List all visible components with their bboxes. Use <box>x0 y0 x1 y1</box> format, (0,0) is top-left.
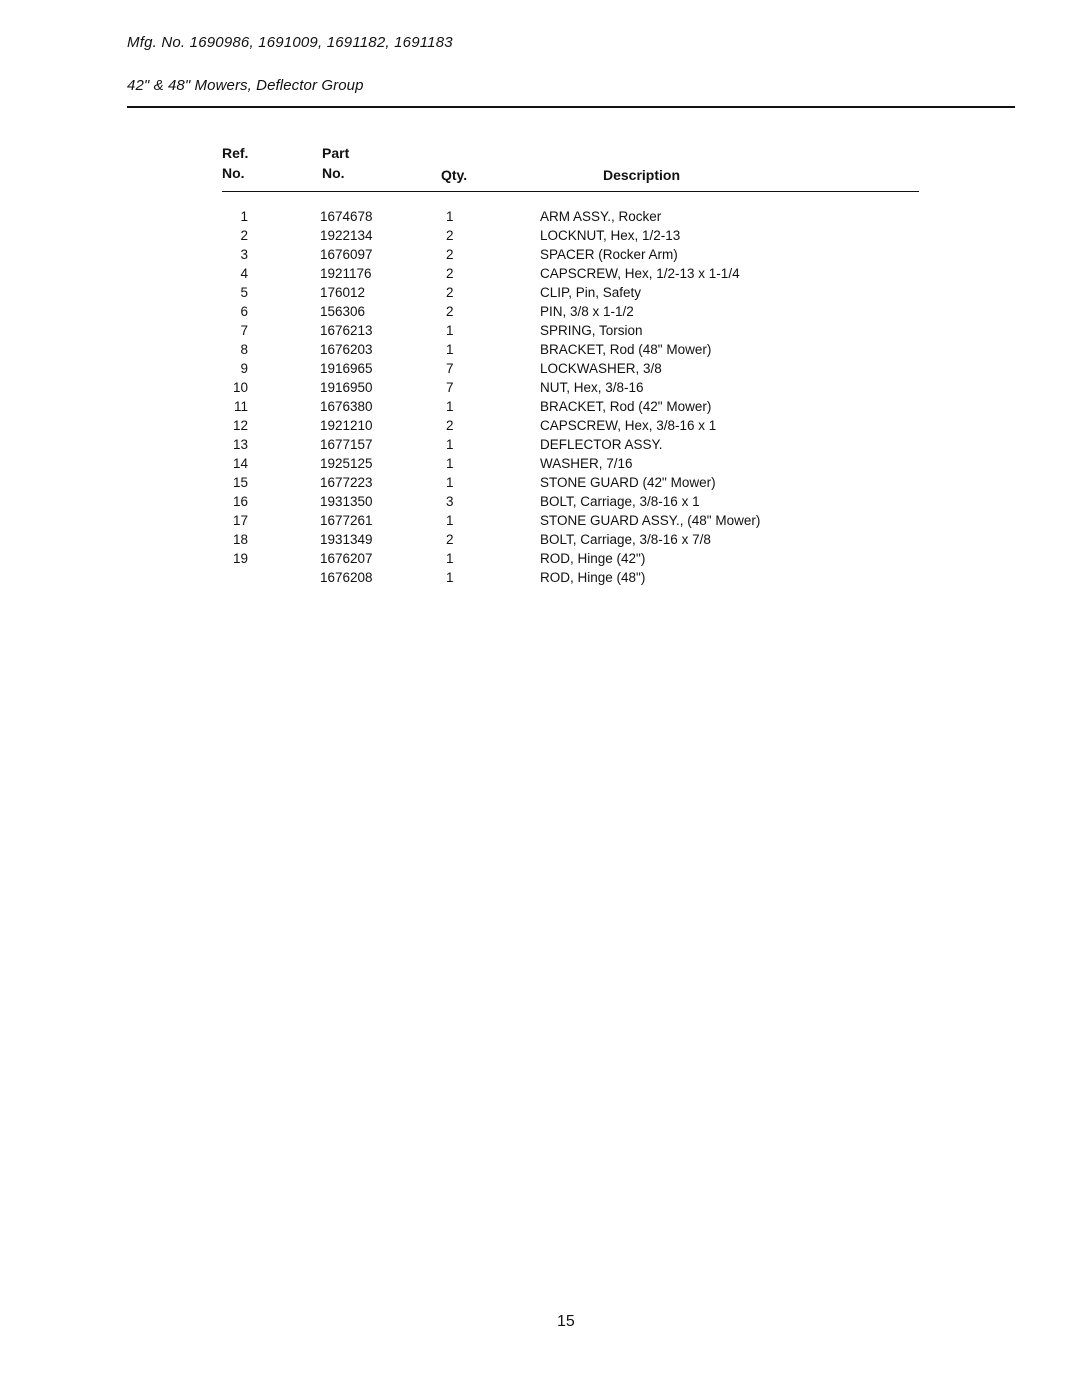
description-cell: BOLT, Carriage, 3/8-16 x 7/8 <box>540 532 711 547</box>
part-number-cell: 1931350 <box>320 494 373 509</box>
table-row <box>0 511 1080 530</box>
part-number-cell: 1916965 <box>320 361 373 376</box>
column-header-part-line2: No. <box>322 165 345 181</box>
part-number-cell: 1676213 <box>320 323 373 338</box>
quantity-cell: 1 <box>446 437 454 452</box>
quantity-cell: 1 <box>446 209 454 224</box>
ref-cell: 3 <box>240 247 248 262</box>
quantity-cell: 2 <box>446 304 454 319</box>
description-cell: DEFLECTOR ASSY. <box>540 437 663 452</box>
part-number-cell: 156306 <box>320 304 366 319</box>
quantity-cell: 1 <box>446 475 454 490</box>
description-cell: ROD, Hinge (42") <box>540 551 646 566</box>
part-number-cell: 1676208 <box>320 570 373 585</box>
description-cell: ARM ASSY., Rocker <box>540 209 662 224</box>
header-divider <box>127 106 1015 108</box>
quantity-cell: 1 <box>446 551 454 566</box>
quantity-cell: 2 <box>446 532 454 547</box>
ref-cell: 5 <box>240 285 248 300</box>
part-number-cell: 1674678 <box>320 209 373 224</box>
ref-cell: 9 <box>240 361 248 376</box>
table-row <box>0 264 1080 283</box>
part-number-cell: 1921210 <box>320 418 373 433</box>
part-number-cell: 1677261 <box>320 513 373 528</box>
table-row <box>0 416 1080 435</box>
description-cell: SPACER (Rocker Arm) <box>540 247 678 262</box>
table-header-divider <box>222 191 919 192</box>
ref-cell: 10 <box>232 380 248 395</box>
part-number-cell: 1676380 <box>320 399 373 414</box>
quantity-cell: 3 <box>446 494 454 509</box>
ref-cell: 14 <box>232 456 248 471</box>
table-row <box>0 302 1080 321</box>
description-cell: BOLT, Carriage, 3/8-16 x 1 <box>540 494 700 509</box>
column-header-ref-line2: No. <box>222 165 245 181</box>
ref-cell: 6 <box>240 304 248 319</box>
description-cell: ROD, Hinge (48") <box>540 570 646 585</box>
description-cell: BRACKET, Rod (48" Mower) <box>540 342 712 357</box>
quantity-cell: 1 <box>446 323 454 338</box>
quantity-cell: 1 <box>446 570 454 585</box>
section-title: 42" & 48" Mowers, Deflector Group <box>127 77 364 94</box>
quantity-cell: 7 <box>446 361 454 376</box>
description-cell: PIN, 3/8 x 1-1/2 <box>540 304 634 319</box>
table-row <box>0 549 1080 568</box>
description-cell: LOCKNUT, Hex, 1/2-13 <box>540 228 681 243</box>
table-row <box>0 321 1080 340</box>
quantity-cell: 7 <box>446 380 454 395</box>
ref-cell: 19 <box>232 551 248 566</box>
description-cell: STONE GUARD ASSY., (48" Mower) <box>540 513 761 528</box>
description-cell: CAPSCREW, Hex, 3/8-16 x 1 <box>540 418 717 433</box>
table-row <box>0 283 1080 302</box>
part-number-cell: 1916950 <box>320 380 373 395</box>
manufacturer-numbers: Mfg. No. 1690986, 1691009, 1691182, 1691183 <box>127 34 453 51</box>
part-number-cell: 1677157 <box>320 437 373 452</box>
ref-cell: 7 <box>240 323 248 338</box>
description-cell: SPRING, Torsion <box>540 323 643 338</box>
part-number-cell: 1676097 <box>320 247 373 262</box>
table-row <box>0 397 1080 416</box>
column-header-qty: Qty. <box>441 167 468 183</box>
ref-cell: 13 <box>232 437 248 452</box>
table-row <box>0 245 1080 264</box>
column-header-part <box>322 143 349 183</box>
quantity-cell: 1 <box>446 456 454 471</box>
table-row <box>0 207 1080 226</box>
quantity-cell: 2 <box>446 266 454 281</box>
description-cell: CLIP, Pin, Safety <box>540 285 642 300</box>
parts-table <box>0 207 1080 587</box>
part-number-cell: 176012 <box>320 285 366 300</box>
table-row <box>0 492 1080 511</box>
description-cell: STONE GUARD (42" Mower) <box>540 475 716 490</box>
ref-cell: 12 <box>232 418 248 433</box>
ref-cell: 15 <box>232 475 248 490</box>
description-cell: NUT, Hex, 3/8-16 <box>540 380 644 395</box>
quantity-cell: 2 <box>446 247 454 262</box>
part-number-cell: 1925125 <box>320 456 373 471</box>
table-row <box>0 473 1080 492</box>
table-row <box>0 530 1080 549</box>
ref-cell: 8 <box>240 342 248 357</box>
part-number-cell: 1677223 <box>320 475 373 490</box>
table-row <box>0 378 1080 397</box>
description-cell: LOCKWASHER, 3/8 <box>540 361 662 376</box>
column-header-description: Description <box>603 167 681 183</box>
column-header-ref-line1: Ref. <box>222 145 249 161</box>
ref-cell: 18 <box>232 532 248 547</box>
quantity-cell: 2 <box>446 418 454 433</box>
part-number-cell: 1931349 <box>320 532 373 547</box>
column-header-ref <box>222 143 248 183</box>
table-row <box>0 340 1080 359</box>
ref-cell: 2 <box>240 228 248 243</box>
description-cell: BRACKET, Rod (42" Mower) <box>540 399 712 414</box>
part-number-cell: 1922134 <box>320 228 373 243</box>
ref-cell: 11 <box>233 399 248 414</box>
table-row <box>0 226 1080 245</box>
quantity-cell: 2 <box>446 228 454 243</box>
quantity-cell: 1 <box>446 399 454 414</box>
description-cell: WASHER, 7/16 <box>540 456 633 471</box>
quantity-cell: 1 <box>446 342 454 357</box>
table-row <box>0 454 1080 473</box>
part-number-cell: 1921176 <box>320 266 372 281</box>
ref-cell: 4 <box>240 266 248 281</box>
ref-cell: 1 <box>240 209 248 224</box>
quantity-cell: 1 <box>446 513 454 528</box>
quantity-cell: 2 <box>446 285 454 300</box>
description-cell: CAPSCREW, Hex, 1/2-13 x 1-1/4 <box>540 266 740 281</box>
table-row <box>0 568 1080 587</box>
ref-cell: 16 <box>232 494 248 509</box>
part-number-cell: 1676203 <box>320 342 373 357</box>
table-row <box>0 435 1080 454</box>
column-header-part-line1: Part <box>322 145 350 161</box>
ref-cell: 17 <box>232 513 248 528</box>
part-number-cell: 1676207 <box>320 551 373 566</box>
table-row <box>0 359 1080 378</box>
page-number: 15 <box>557 1313 575 1330</box>
